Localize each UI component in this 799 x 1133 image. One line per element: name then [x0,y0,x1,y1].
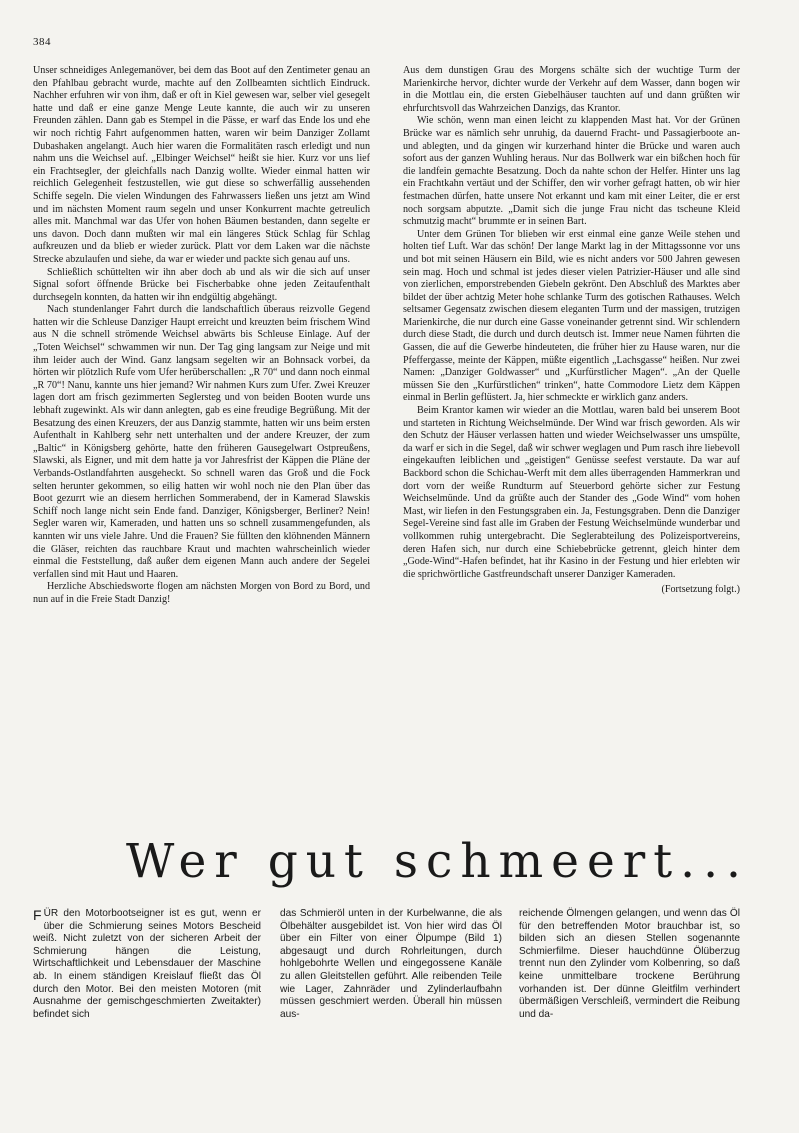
story-right-column [403,65,740,597]
paragraph: Unter dem Grünen Tor blieben wir erst einmal eine ganze Weile stehen und holten tief Luft. War das schön! Der lange Markt lag in der Mittagssonne vor uns und bot mit seinen Häusern ein Bild, wie es nicht anders vor 500 Jahren gewesen sein mag. Hoch und schmal ist jedes dieser vielen Patrizier-Häuser und alle sind von zierlichen, emporstrebenden Giebeln gekrönt. Den Abschluß des Marktes aber bildet der über achtzig Meter hohe schlanke Turm des gotischen Rathauses. Welch seltsamer Gegensatz zwischen diesem eleganten Turm und der massigen, trutzigen Marienkirche, die nur durch eine Gasse voneinander getrennt sind. Wir schlendern durch diese Stadt, die durch und durch deutsch ist. Immer neue Namen führten die Gassen, die auf die Gewerbe hindeuteten, die früher hier zu Hause waren, nur die Pfeffergasse, meinte der Käppen, müßte eigentlich „Lachsgasse“ heißen. Nur zwei Namen: „Danziger Goldwasser“ und „Kurfürstlicher Magen“. „An der Quelle müssen Sie den „Kurfürstlichen“ trinken“, hatte Commodore Lietz dem Käppen einmal in Berlin geflüstert. Ja, hier schmeckte er wirklich ganz anders. [403,228,740,404]
page-number: 384 [33,36,51,48]
paragraph: Nach stundenlanger Fahrt durch die landschaftlich überaus reizvolle Gegend hatten wir die Schleuse Danziger Haupt erreicht und kreuzten beim frischem Wind aus N die schnell strömende Weichsel abwärts bis Schleuse Einlage. Auf der „Toten Weichsel“ schwammen wir nun. Der Tag ging langsam zur Neige und mit ihm leider auch der Wind. Ganz langsam segelten wir an Bohnsack vorbei, da hörten wir plötzlich Rufe vom Ufer herüberschallen: „R 70“ und dann noch einmal „R 70“! Nanu, kannte uns hier jemand? Wir nahmen Kurs zum Ufer. Zwei Kreuzer lagen dort am frisch gezimmerten Seglersteg und von beiden Booten wurde uns lebhaft zugewinkt. Als wir dann anlegten, gab es eine freudige Begrüßung. Mit der Besatzung des einen Kreuzers, der aus Danzig stammte, hatten wir uns beim ersten Aufenthalt in Kahlberg sehr nett unterhalten und der andere Kreuzer, der zum „Baltic“ in Königsberg gehörte, hatte den früheren Gausegelwart Ostpreußens, Slawski, als Eigner, und mit dem hatte ja vor Jahresfrist der Käppen die Pläne der Verbands-Ostlandfahrten ausgeheckt. So schnell waren das Groß und die Fock selten herunter gekommen, so eilig hatten wir wohl noch nie den Plan über das Boot gezurrt wie an diesem herrlichen Sommerabend, der in Kamerad Slawskis Schiff noch lange nicht sein Ende fand. Danziger, Königsberger, Berliner? Nein! Segler waren wir, Kameraden, und hatten uns so schnell zusammengefunden, als kannten wir uns viele Jahre. Und die Frauen? Sie füllten den klöhnenden Männern die Gläser, reichten das rauchbare Kraut und machten wahrscheinlich wieder einmal die Feststellung, daß außer dem eigenen Mann auch andere der Segelei verfallen sind mit Haut und Haaren. [33,304,370,580]
story-left-column [33,65,370,607]
article-headline: Wer gut schmeert... [126,834,749,889]
article-column-1 [33,908,261,1021]
paragraph: Unser schneidiges Anlegemanöver, bei dem das Boot auf den Zentimeter genau an den Pfahlbau gebracht wurde, machte auf den Zollbeamten sichtlich Eindruck. Nachher erfuhren wir von ihm, daß er oft in Kiel gewesen war, selber viel gesegelt hatte und daß er eine ganze Menge Leute kannte, die auch wir zu unseren Freunden zählen. Dann gab es Stempel in die Pässe, er warf das Ende los und ehe wir noch richtig Fahrt aufgenommen hatten, waren wir beim Danziger Zollamt Dubashaken angelangt. Auch hier waren die Formalitäten rasch erledigt und nun nahm uns die Weichsel auf. „Elbinger Weichsel“ heißt sie hier. Kurz vor uns lief ein Frachtsegler, der gleichfalls nach Danzig wollte. Wieder einmal hatten wir reichlich Gelegenheit festzustellen, wie gut diese so schwerfällig aussehenden Schiffe segeln. Die vielen Windungen des Fahrwassers ließen uns jetzt am Wind und im nächsten Moment raum segeln und unser Konkurrent machte getreulich alles mit. Manchmal war das Ufer von hohen Bäumen bestanden, dann segelte er uns davon. Doch dann mußten wir mal ein längeres Stück Schlag für Schlag aufkreuzen und da blieb er wieder zurück. Platt vor dem Laken war die nächste Strecke abzulaufen und siehe, da war er wieder und packte sich genau auf uns. [33,65,370,265]
article-text: reichende Ölmengen gelangen, und wenn das Öl für den betreffenden Motor brauchbar ist, so bilden sich an diesen Stellen sogenannte Schmierfilme. Dieser hauchdünne Ölüberzug trennt nun den Zylinder vom Kolbenring, so daß keine unmittelbare trockene Berührung vorhanden ist. Der dünne Gleitfilm verhindert übermäßigen Verschleiß, vermindert die Reibung und da- [519,908,740,1020]
drop-cap: F [33,907,42,923]
paragraph: Herzliche Abschiedsworte flogen am nächsten Morgen von Bord zu Bord, und nun auf in die Freie Stadt Danzig! [33,581,370,605]
paragraph: Wie schön, wenn man einen leicht zu klappenden Mast hat. Vor der Grünen Brücke war es nämlich sehr unruhig, da dauernd Fracht- und Passagierboote an- und ablegten, und da gingen wir kurzerhand hinter die Brücke und waren auch sofort aus der ganzen Wuhling heraus. Nur das Bollwerk war ein bißchen hoch für die landfein gemachte Besatzung. Doch da nahte schon der Helfer. Hinter uns lag ein Frachtkahn vertäut und der Schiffer, den wir vorher gefragt hatten, ob wir hier festmachen dürfen, hatte unsere Not erkannt und kam mit einer Leiter, die er erst noch sorgsam abputzte. „Damit sich die junge Frau nicht das tscheune Kleid schmutzig macht“ brummte er in seinen Bart. [403,115,740,228]
article-text: das Schmieröl unten in der Kurbelwanne, die als Ölbehälter ausgebildet ist. Von hier wird das Öl über ein Filter von einer Ölpumpe (Bild 1) abgesaugt und durch Rohrleitungen, durch hohlgebohrte Wellen und eingegossene Kanäle zu allen Gleitstellen geführt. Alle reibenden Teile wie Lager, Zahnräder und Zylinderlaufbahn müssen geschmiert werden. Überall hin müssen aus- [280,908,502,1020]
paragraph: Aus dem dunstigen Grau des Morgens schälte sich der wuchtige Turm der Marienkirche hervor, dichter wurde der Verkehr auf dem Wasser, dann bogen wir in die Mottlau ein, die ersten Giebelhäuser tauchten auf und dann grüßten wir ehrfurchtsvoll das Wahrzeichen Danzigs, das Krantor. [403,65,740,114]
article-text: ÜR den Motorbootseigner ist es gut, wenn er über die Schmierung seines Motors Bescheid weiß. Nicht zuletzt von der sicheren Arbeit der Schmierung hängen die Leistung, Wirtschaftlichkeit und Lebensdauer der Maschine ab. In einem ständigen Kreislauf fließt das Öl durch den Motor. Bei den meisten Motoren (mit Ausnahme der gemischgeschmierten Zweitakter) befindet sich [33,908,261,1020]
article-column-2 [280,908,502,1021]
article-column-3 [519,908,740,1021]
paragraph: Beim Krantor kamen wir wieder an die Mottlau, waren bald bei unserem Boot und starteten in Richtung Weichselmünde. Der Wind war frisch geworden. Als wir den Schutz der Häuser verlassen hatten und wieder Weichselwasser uns umspülte, da warf er sich in die Segel, daß wir schwer weglagen und Pum rasch ihre liebevoll eingekauften leiblichen und „geistigen“ Genüsse seefest verstaute. Da war auf Backbord schon die Schichau-Werft mit dem alles überragenden Hammerkran und dort vorn der weiße Rundturm auf Steuerbord gehörte sicher zur Festung Weichselmünde. Und da grüßte auch der Stander des „Gode Wind“ vom hohen Mast, wir liefen in den Festungsgraben ein. Ja, Festungsgraben. Denn die Danziger Segel-Vereine sind fast alle im Graben der Festung Weichselmünde wunderbar und vollkommen ruhig untergebracht. Die Seglerabteilung des Polizeisportvereins, deren Hafen sich, nur durch eine Schiebebrücke getrennt, gleich hinter dem „Gode-Wind“-Hafen befindet, hat ihr Kasino in der Festung und hier erlebten wir die sprichwörtliche Gastfreundschaft unserer Danziger Kameraden. [403,405,740,580]
paragraph: Schließlich schüttelten wir ihn aber doch ab und als wir die sich auf unser Signal sofort öffnende Brücke bei Fischerbabke ohne jeden Zeitaufenthalt durchsegeln konnten, da hatten wir ihn endgültig abgehängt. [33,266,370,303]
continuation-note: (Fortsetzung folgt.) [661,584,740,596]
